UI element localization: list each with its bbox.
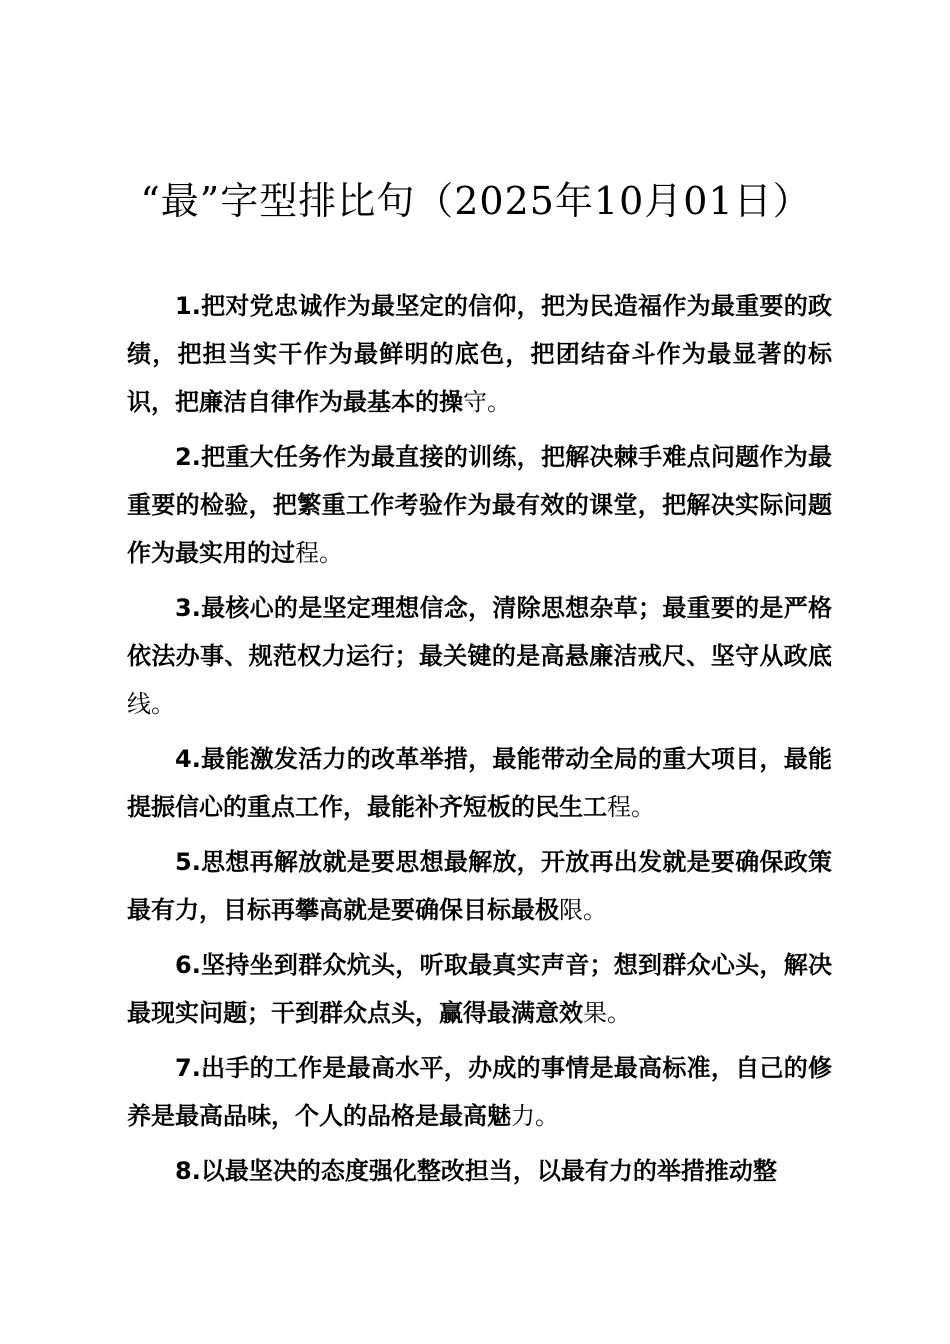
paragraph-8 xyxy=(127,1147,832,1195)
paragraph-6 xyxy=(127,941,832,1037)
paragraph-1-tail: 守。 xyxy=(463,388,511,416)
paragraph-8-text: 8.以最坚决的态度强化整改担当，以最有力的举措推动整 xyxy=(175,1157,777,1185)
paragraph-7-text: 7.出手的工作是最高水平，办成的事情是最高标准，自己的修养是最高品味，个人的品格是最高魅 xyxy=(127,1054,832,1130)
document-body xyxy=(127,282,832,1202)
paragraph-1 xyxy=(127,282,832,426)
paragraph-2-text: 2.把重大任务作为最直接的训练，把解决棘手难点问题作为最重要的检验，把繁重工作考验作为最有效的课堂，把解决实际问题作为最实用的过 xyxy=(127,443,832,567)
paragraph-1-text: 1.把对党忠诚作为最坚定的信仰，把为民造福作为最重要的政绩，把担当实干作为最鲜明的底色，把团结奋斗作为最显著的标识，把廉洁自律作为最基本的操 xyxy=(127,292,832,416)
paragraph-5-tail: 限。 xyxy=(559,896,607,924)
paragraph-5 xyxy=(127,838,832,934)
document-title: “最”字型排比句（2025年10月01日） xyxy=(140,179,812,223)
paragraph-5-text: 5.思想再解放就是要思想最解放，开放再出发就是要确保政策最有力，目标再攀高就是要确保目标最极 xyxy=(127,848,832,924)
paragraph-4-tail: 程。 xyxy=(607,793,655,821)
paragraph-7 xyxy=(127,1044,832,1140)
paragraph-6-tail: 果。 xyxy=(583,999,631,1027)
paragraph-4-text: 4.最能激发活力的改革举措，最能带动全局的重大项目，最能提振信心的重点工作，最能补齐短板的民生工 xyxy=(127,745,832,821)
paragraph-7-tail: 力。 xyxy=(511,1102,559,1130)
paragraph-2 xyxy=(127,433,832,577)
paragraph-4 xyxy=(127,735,832,831)
paragraph-3 xyxy=(127,584,832,728)
paragraph-2-tail: 程。 xyxy=(295,539,343,567)
paragraph-6-text: 6.坚持坐到群众炕头，听取最真实声音；想到群众心头，解决最现实问题；干到群众点头，赢得最满意效 xyxy=(127,951,832,1027)
paragraph-3-tail: 线。 xyxy=(127,690,175,718)
paragraph-3-text: 3.最核心的是坚定理想信念，清除思想杂草；最重要的是严格依法办事、规范权力运行；最关键的是高悬廉洁戒尺、坚守从政底 xyxy=(127,594,832,670)
